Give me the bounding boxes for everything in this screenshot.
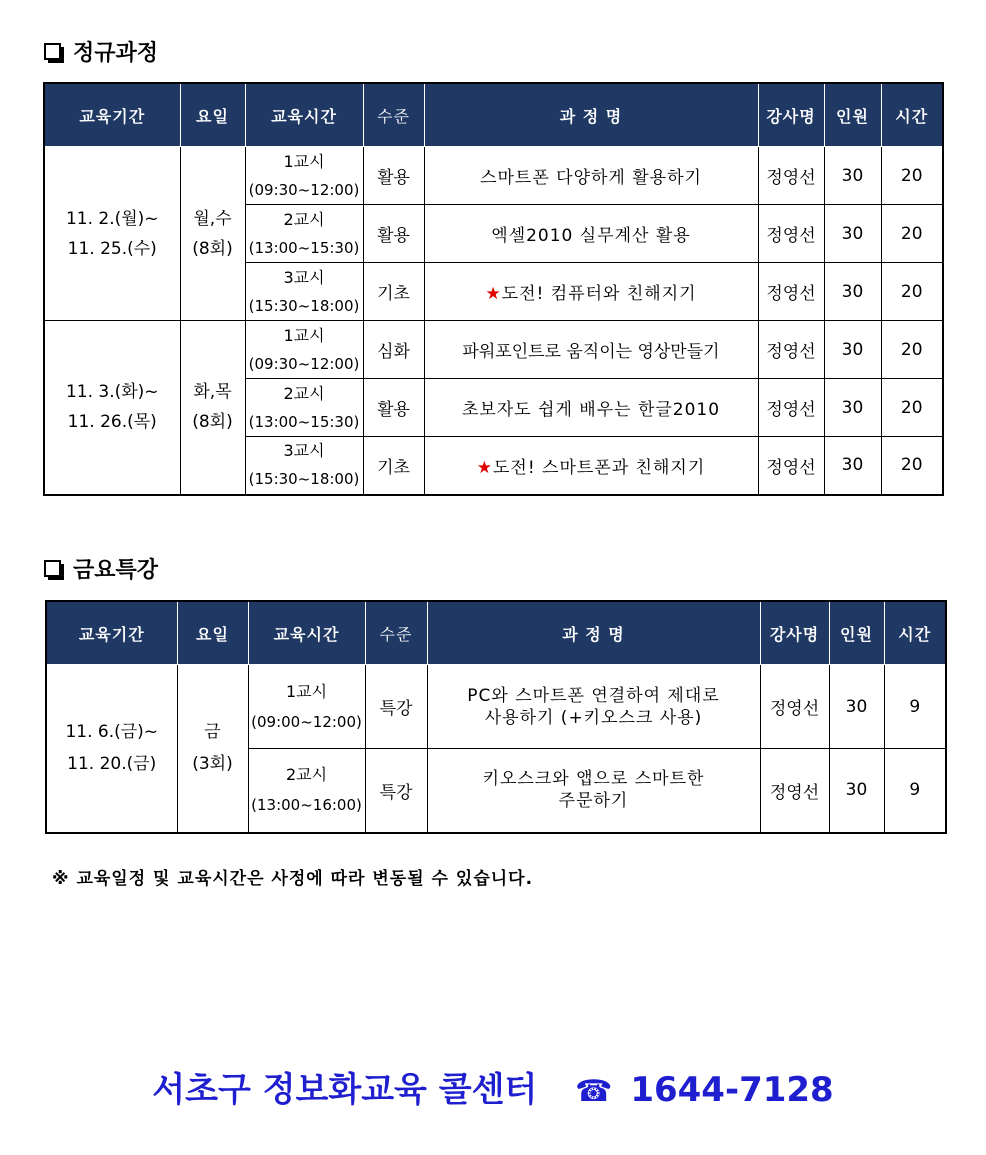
course-cell bbox=[424, 379, 758, 437]
table-row bbox=[46, 665, 946, 749]
table-header-row bbox=[44, 83, 943, 147]
course-cell bbox=[427, 749, 760, 833]
table-row bbox=[44, 147, 943, 205]
header-capacity: 인원 bbox=[829, 601, 884, 665]
day-names: 월,수 bbox=[193, 208, 232, 229]
level-cell: 기초 bbox=[363, 263, 424, 321]
session-count: (8회) bbox=[192, 238, 233, 259]
period-start: 11. 6.(금)~ bbox=[65, 722, 159, 743]
capacity-cell: 30 bbox=[824, 263, 881, 321]
header-course: 과 정 명 bbox=[427, 601, 760, 665]
period-cell bbox=[46, 665, 177, 833]
period-end: 11. 20.(금) bbox=[67, 754, 157, 775]
course-cell bbox=[424, 321, 758, 379]
time-cell bbox=[245, 205, 363, 263]
phone-icon: ☎ bbox=[575, 1074, 613, 1109]
header-course: 과 정 명 bbox=[424, 83, 758, 147]
class-period: 1교시 bbox=[283, 325, 325, 345]
course-name-line1: 키오스크와 앱으로 스마트한 bbox=[482, 769, 705, 790]
course-cell bbox=[424, 437, 758, 495]
section-title-text: 금요특강 bbox=[73, 558, 159, 583]
course-name: 파워포인트로 움직이는 영상만들기 bbox=[462, 342, 720, 362]
callcenter-footer bbox=[0, 1062, 986, 1111]
header-time: 교육시간 bbox=[245, 83, 363, 147]
period-start: 11. 3.(화)~ bbox=[65, 382, 159, 403]
class-period: 2교시 bbox=[283, 383, 325, 403]
level-cell: 특강 bbox=[365, 665, 427, 749]
time-cell bbox=[248, 665, 365, 749]
callcenter-phone: 1644-7128 bbox=[630, 1070, 834, 1110]
class-time: (15:30~18:00) bbox=[248, 470, 360, 489]
class-period: 3교시 bbox=[283, 267, 325, 287]
header-day: 요일 bbox=[180, 83, 245, 147]
capacity-cell: 30 bbox=[824, 205, 881, 263]
day-cell bbox=[180, 147, 245, 321]
instructor-cell: 정영선 bbox=[760, 749, 829, 833]
instructor-cell: 정영선 bbox=[758, 263, 824, 321]
course-cell bbox=[424, 263, 758, 321]
class-period: 3교시 bbox=[283, 441, 325, 461]
course-name-line2: 사용하기 (+키오스크 사용) bbox=[484, 707, 703, 728]
level-cell: 기초 bbox=[363, 437, 424, 495]
hours-cell: 20 bbox=[881, 147, 943, 205]
schedule-change-note: ※ 교육일정 및 교육시간은 사정에 따라 변동될 수 있습니다. bbox=[52, 869, 534, 889]
level-cell: 활용 bbox=[363, 147, 424, 205]
header-hours: 시간 bbox=[884, 601, 946, 665]
hours-cell: 9 bbox=[884, 749, 946, 833]
class-time: (09:30~12:00) bbox=[248, 354, 360, 373]
level-cell: 활용 bbox=[363, 379, 424, 437]
day-names: 화,목 bbox=[193, 382, 232, 403]
header-instructor: 강사명 bbox=[760, 601, 829, 665]
header-day: 요일 bbox=[177, 601, 248, 665]
table-row bbox=[44, 321, 943, 379]
class-time: (09:00~12:00) bbox=[251, 712, 362, 731]
capacity-cell: 30 bbox=[824, 321, 881, 379]
hours-cell: 20 bbox=[881, 379, 943, 437]
hours-cell: 20 bbox=[881, 205, 943, 263]
capacity-cell: 30 bbox=[824, 147, 881, 205]
instructor-cell: 정영선 bbox=[760, 665, 829, 749]
day-cell bbox=[177, 665, 248, 833]
class-time: (15:30~18:00) bbox=[248, 296, 360, 315]
course-name: 초보자도 쉽게 배우는 한글2010 bbox=[461, 400, 721, 420]
section-title-friday bbox=[44, 553, 158, 584]
course-name-line2: 주문하기 bbox=[558, 791, 629, 812]
header-capacity: 인원 bbox=[824, 83, 881, 147]
course-name: 스마트폰 다양하게 활용하기 bbox=[480, 168, 702, 188]
checkbox-square-icon bbox=[44, 560, 61, 577]
star-icon: ★ bbox=[476, 457, 493, 478]
table-header-row bbox=[46, 601, 946, 665]
class-period: 1교시 bbox=[283, 151, 325, 171]
class-period: 2교시 bbox=[283, 209, 325, 229]
course-name-line1: PC와 스마트폰 연결하여 제대로 bbox=[467, 685, 720, 706]
time-cell bbox=[245, 321, 363, 379]
instructor-cell: 정영선 bbox=[758, 321, 824, 379]
day-names: 금 bbox=[204, 722, 221, 743]
course-cell bbox=[427, 665, 760, 749]
course-name: 엑셀2010 실무계산 활용 bbox=[491, 226, 691, 246]
level-cell: 특강 bbox=[365, 749, 427, 833]
header-hours: 시간 bbox=[881, 83, 943, 147]
friday-schedule-table bbox=[45, 600, 947, 834]
section-title-text: 정규과정 bbox=[73, 41, 159, 66]
star-icon: ★ bbox=[485, 284, 502, 304]
time-cell bbox=[248, 749, 365, 833]
header-time: 교육시간 bbox=[248, 601, 365, 665]
level-cell: 활용 bbox=[363, 205, 424, 263]
instructor-cell: 정영선 bbox=[758, 147, 824, 205]
header-level: 수준 bbox=[363, 83, 424, 147]
instructor-cell: 정영선 bbox=[758, 437, 824, 495]
class-time: (09:30~12:00) bbox=[248, 180, 360, 199]
course-name: 도전! 스마트폰과 친해지기 bbox=[492, 457, 706, 478]
class-time: (13:00~15:30) bbox=[248, 238, 360, 257]
period-end: 11. 25.(수) bbox=[67, 238, 157, 259]
header-period: 교육기간 bbox=[44, 83, 180, 147]
header-instructor: 강사명 bbox=[758, 83, 824, 147]
period-cell bbox=[44, 147, 180, 321]
time-cell bbox=[245, 263, 363, 321]
header-period: 교육기간 bbox=[46, 601, 177, 665]
instructor-cell: 정영선 bbox=[758, 205, 824, 263]
class-period: 1교시 bbox=[285, 681, 328, 701]
course-name: 도전! 컴퓨터와 친해지기 bbox=[501, 284, 697, 304]
instructor-cell: 정영선 bbox=[758, 379, 824, 437]
level-cell: 심화 bbox=[363, 321, 424, 379]
time-cell bbox=[245, 437, 363, 495]
class-time: (13:00~15:30) bbox=[248, 412, 360, 431]
session-count: (8회) bbox=[192, 412, 233, 433]
section-title-regular bbox=[44, 36, 158, 67]
capacity-cell: 30 bbox=[829, 665, 884, 749]
hours-cell: 20 bbox=[881, 437, 943, 495]
hours-cell: 20 bbox=[881, 263, 943, 321]
capacity-cell: 30 bbox=[824, 379, 881, 437]
time-cell bbox=[245, 147, 363, 205]
period-cell bbox=[44, 321, 180, 495]
session-count: (3회) bbox=[192, 754, 233, 775]
capacity-cell: 30 bbox=[829, 749, 884, 833]
class-period: 2교시 bbox=[285, 765, 328, 785]
day-cell bbox=[180, 321, 245, 495]
course-cell bbox=[424, 205, 758, 263]
period-start: 11. 2.(월)~ bbox=[65, 208, 159, 229]
hours-cell: 20 bbox=[881, 321, 943, 379]
header-level: 수준 bbox=[365, 601, 427, 665]
hours-cell: 9 bbox=[884, 665, 946, 749]
class-time: (13:00~16:00) bbox=[251, 796, 362, 815]
course-cell bbox=[424, 147, 758, 205]
regular-schedule-table bbox=[43, 82, 944, 496]
callcenter-name: 서초구 정보화교육 콜센터 bbox=[152, 1070, 538, 1110]
period-end: 11. 26.(목) bbox=[67, 412, 157, 433]
checkbox-square-icon bbox=[44, 43, 61, 60]
capacity-cell: 30 bbox=[824, 437, 881, 495]
time-cell bbox=[245, 379, 363, 437]
